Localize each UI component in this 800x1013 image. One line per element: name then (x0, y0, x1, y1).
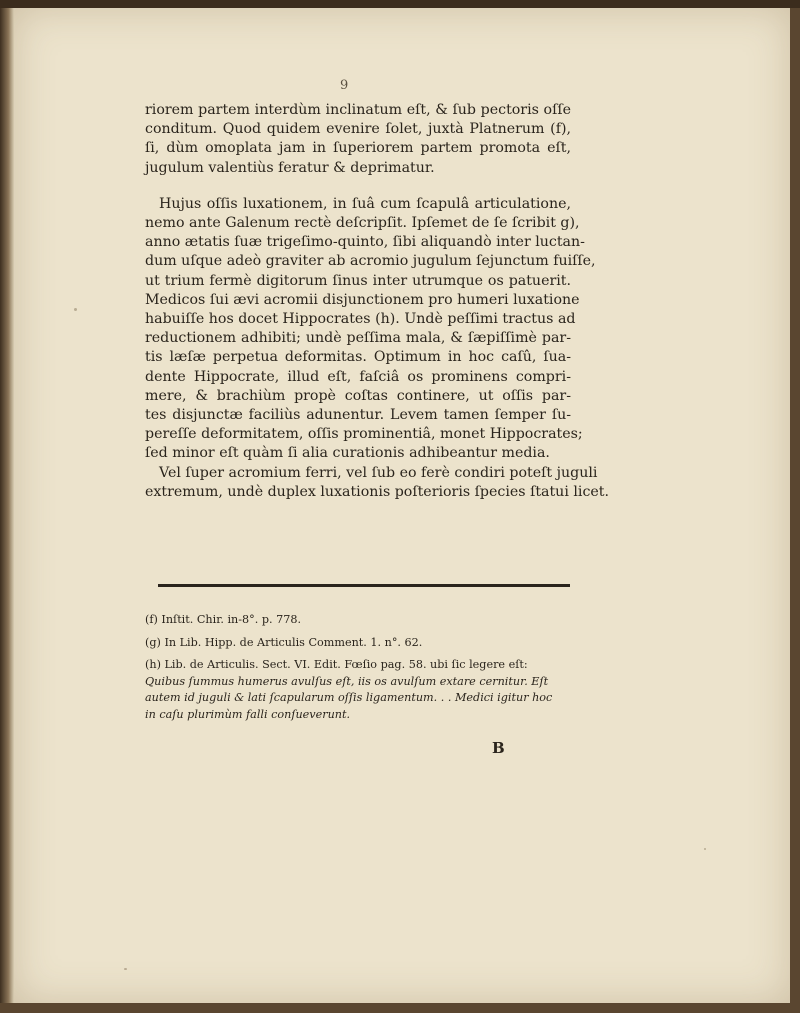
text-line: conditum. Quod quidem evenire ſolet, juxtà Platnerum (f), (145, 121, 571, 138)
footnote-h-quote: in caſu plurimùm falli conſueverunt. (145, 707, 351, 721)
body-text (145, 101, 609, 502)
text-line: riorem partem interdùm inclinatum eſt, & ſub pectoris oſſe (145, 102, 571, 118)
paper-speck (704, 848, 706, 850)
book-page (14, 8, 790, 1003)
page-number: 9 (340, 78, 349, 93)
text-line: mere, & brachiùm propè coſtas continere, ut oſſis par- (145, 387, 571, 404)
text-line: ſed minor eſt quàm ſi alia curationis adhibeantur media. (145, 445, 550, 462)
text-line: dum uſque adeò graviter ab acromio jugulum ſejunctum fuiſſe, (145, 253, 596, 270)
text-line: anno ætatis ſuæ trigeſimo-quinto, ſibi aliquandò inter luctan- (145, 234, 585, 251)
text-line: tes disjunctæ faciliùs adunentur. Levem tamen ſemper ſu- (145, 407, 571, 424)
footnote-f: (f) Inſtit. Chir. in-8°. p. 778. (145, 613, 302, 626)
text-line: Medicos ſui ævi acromii disjunctionem pro humeri luxatione (145, 291, 580, 308)
text-line: jugulum valentiùs feratur & deprimatur. (145, 159, 435, 176)
footnote-h-quote: Quibus ſummus humerus avulſus eſt, iis os avulſum extare cernitur. Eſt (145, 674, 549, 688)
footnotes (145, 612, 571, 723)
text-line: dente Hippocrate, illud eſt, faſciâ os prominens compri- (145, 368, 571, 385)
paper-speck (124, 968, 127, 970)
paper-speck (74, 308, 77, 311)
book-binding-edge (0, 8, 14, 1003)
text-line: reductionem adhibiti; undè peſſima mala, & ſæpiſſimè par- (145, 330, 571, 347)
text-line: habuiſſe hos docet Hippocrates (h). Undè peſſimi tractus ad (145, 311, 576, 328)
footnote-g: (g) In Lib. Hipp. de Articulis Comment. 1. n°. 62. (145, 635, 423, 649)
text-line: ut trium fermè digitorum ſinus inter utrumque os patuerit. (145, 272, 571, 289)
footnote-h: (h) Lib. de Articulis. Sect. VI. Edit. Fœſio pag. 58. ubi ſic legere eſt: (145, 658, 528, 671)
text-line: nemo ante Galenum rectè deſcripſit. Ipſemet de ſe ſcribit g), (145, 215, 580, 232)
text-line: ſi, dùm omoplata jam in ſuperiorem partem promota eſt, (145, 140, 571, 157)
text-line: extremum, undè duplex luxationis poſterioris ſpecies ſtatui licet. (145, 483, 609, 500)
text-line: tis læſæ perpetua deformitas. Optimum in hoc caſû, ſua- (145, 349, 571, 366)
paragraph-gap (145, 178, 571, 195)
footnote-rule (158, 584, 570, 587)
footnote-h-quote: autem id juguli & lati ſcapularum oſſis ligamentum. . . Medici igitur hoc (145, 691, 553, 704)
text-line: Hujus oſſis luxationem, in ſuâ cum ſcapulâ articulatione, (159, 195, 571, 212)
text-line: Vel ſuper acromium ferri, vel ſub eo ferè condiri poteſt juguli (159, 464, 598, 481)
signature-mark: B (492, 739, 505, 757)
text-line: pereſſe deformitatem, oſſis prominentiâ, monet Hippocrates; (145, 426, 583, 443)
book-top-edge (0, 0, 800, 8)
